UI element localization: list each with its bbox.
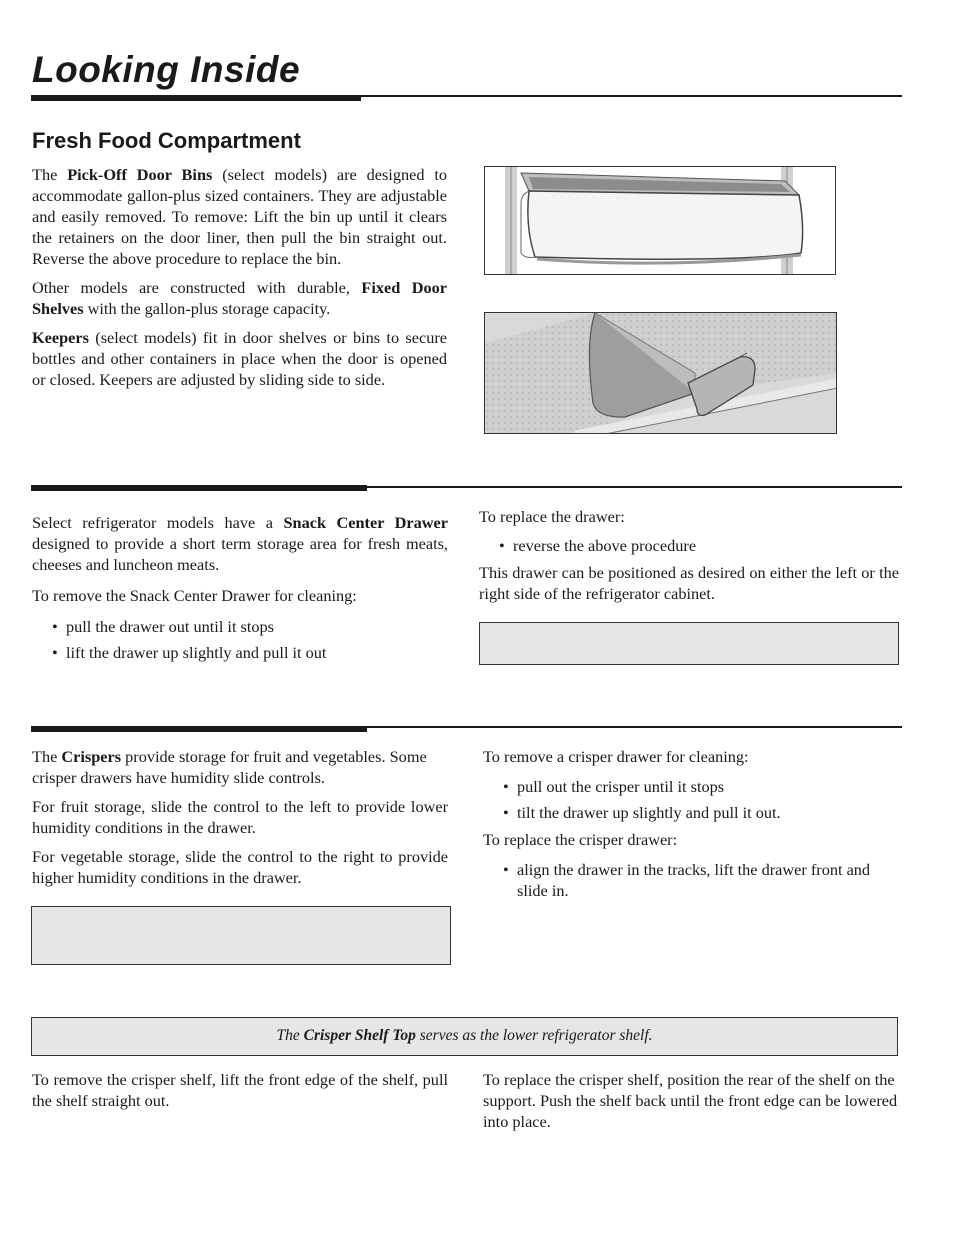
list-item: • pull the drawer out until it stops — [52, 616, 448, 637]
crispers-right-column — [483, 746, 901, 907]
title-rule-thin — [31, 95, 902, 97]
list-item: • reverse the above procedure — [499, 535, 899, 556]
snack-note-box — [479, 622, 899, 665]
snack-right-column — [479, 506, 899, 604]
fresh-food-text — [32, 164, 447, 390]
crispers-section-rule-thin — [31, 726, 902, 728]
snack-remove-steps — [32, 616, 448, 663]
crisper-shelf-remove-paragraph: To remove the crisper shelf, lift the front edge of the shelf, pull the shelf straight out. — [32, 1070, 448, 1110]
fruit-storage-paragraph: For fruit storage, slide the control to the left to provide lower humidity conditions in the drawer. — [32, 797, 448, 837]
keeper-drawing — [485, 313, 837, 434]
crisper-remove-intro: To remove a crisper drawer for cleaning: — [483, 747, 749, 766]
page-title: Looking Inside — [32, 49, 301, 90]
crisper-replace-intro: To replace the crisper drawer: — [483, 830, 678, 849]
list-item: • align the drawer in the tracks, lift the drawer front and slide in. — [503, 859, 901, 901]
crispers-left-column — [32, 746, 448, 888]
list-item: • tilt the drawer up slightly and pull it out. — [503, 802, 901, 823]
pick-off-bins-paragraph: The Pick-Off Door Bins (select models) are designed to accommodate gallon-plus sized containers. They are adjustable and easily removed. To remove: Lift the bin up until it clears the retainers on the door liner, then pull the bin straight out. Reverse the above procedure to replace the bin. — [32, 165, 448, 268]
list-item: • pull out the crisper until it stops — [503, 776, 901, 797]
crispers-paragraph: The Crispers provide storage for fruit and vegetables. Some crisper drawers have humidity slide controls. — [32, 747, 427, 787]
snack-section-rule-thin — [31, 486, 902, 488]
keeper-illustration — [484, 312, 837, 434]
fixed-door-shelves-paragraph: Other models are constructed with durable, Fixed Door Shelves with the gallon-plus storage capacity. — [32, 278, 448, 318]
keepers-paragraph: Keepers (select models) fit in door shelves or bins to secure bottles and other containers in place when the door is opened or closed. Keepers are adjusted by sliding side to side. — [32, 328, 447, 389]
snack-position-paragraph: This drawer can be positioned as desired on either the left or the right side of the refrigerator cabinet. — [479, 563, 899, 603]
crisper-shelf-replace-paragraph: To replace the crisper shelf, position the rear of the shelf on the support. Push the shelf back until the front edge can be lowered into place. — [483, 1070, 898, 1131]
crispers-note-box — [31, 906, 451, 965]
door-bin-illustration — [484, 166, 836, 275]
vegetable-storage-paragraph: For vegetable storage, slide the control to the right to provide higher humidity conditions in the drawer. — [32, 847, 448, 887]
crisper-replace-steps — [483, 859, 901, 901]
snack-remove-intro: To remove the Snack Center Drawer for cleaning: — [32, 586, 357, 605]
list-item: • lift the drawer up slightly and pull it out — [52, 642, 448, 663]
snack-replace-intro: To replace the drawer: — [479, 507, 625, 526]
crisper-shelf-caption: The Crisper Shelf Top serves as the lower refrigerator shelf. — [31, 1017, 898, 1056]
snack-left-column — [32, 512, 448, 669]
snack-drawer-paragraph: Select refrigerator models have a Snack Center Drawer designed to provide a short term storage area for fresh meats, cheeses and luncheon meats. — [32, 513, 448, 574]
snack-replace-steps — [479, 535, 899, 556]
crisper-remove-steps — [483, 776, 901, 823]
door-bin-drawing — [485, 167, 836, 275]
section-heading-fresh-food: Fresh Food Compartment — [32, 128, 301, 153]
